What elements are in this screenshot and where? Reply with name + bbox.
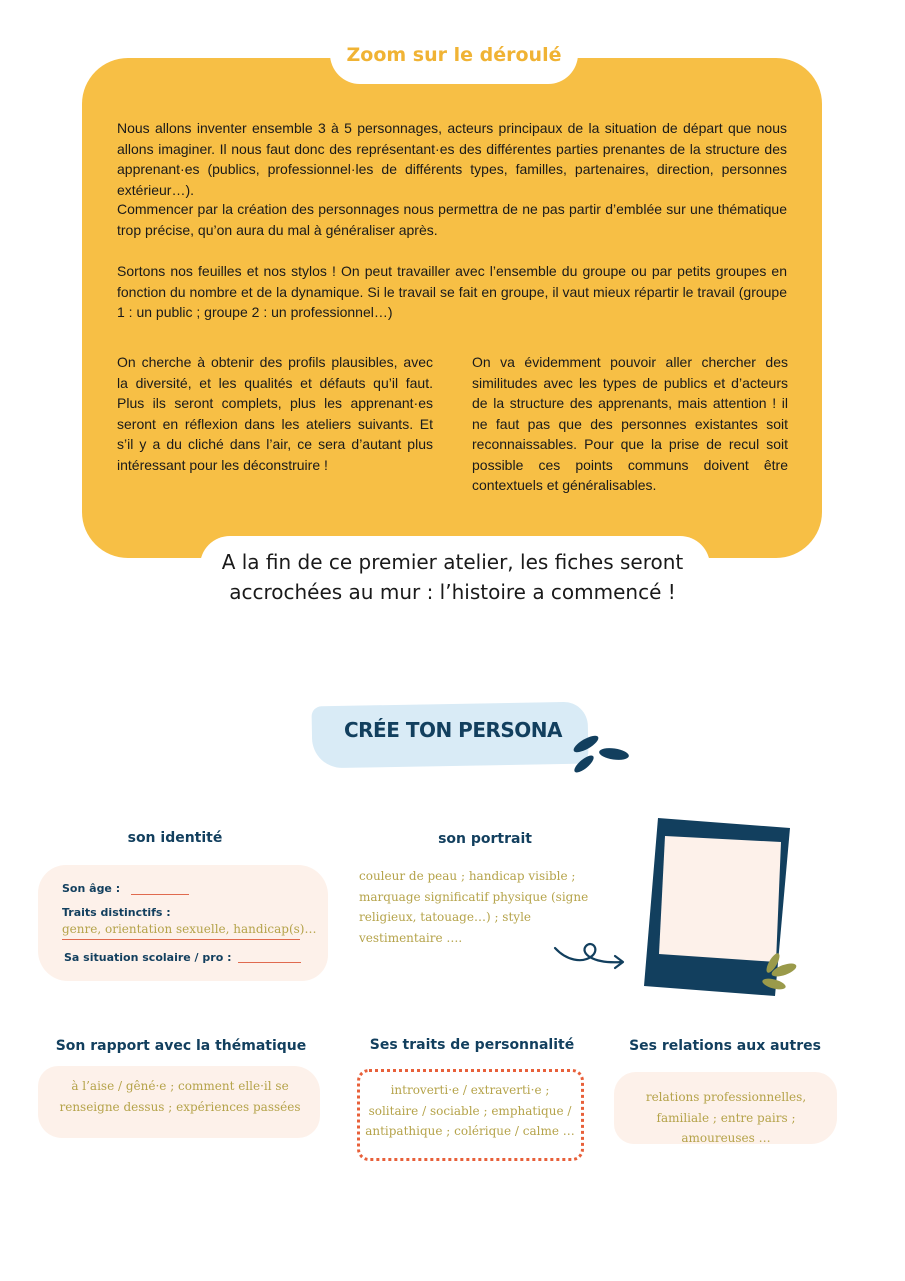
age-input-line[interactable] [131, 894, 189, 895]
portrait-heading: son portrait [438, 831, 532, 847]
deroule-title-tab [330, 30, 578, 84]
deroule-paragraph-2: Commencer par la création des personnages nous permettra de ne pas partir d’emblée sur une thématique trop précise, qu’on aura du mal à généraliser après. [117, 201, 787, 238]
traits-hint: introverti·e / extraverti·e ; solitaire / sociable ; emphatique / antipathique ; colérique / calme … [365, 1083, 575, 1138]
deroule-paragraph-1: Nous allons inventer ensemble 3 à 5 personnages, acteurs principaux de la situation de départ que nous allons imaginer. Il nous faut donc des représentant·es des différentes parties prenantes de la structure des apprenant·es (publics, professionnel·les de différents types, familles, partenaires, direction, personnes extérieur…). [117, 120, 787, 198]
identite-heading: son identité [127, 830, 223, 846]
deroule-column-left: On cherche à obtenir des profils plausibles, avec la diversité, et les qualités et défauts qu’il faut. Plus ils seront complets, plus les apprenant·es seront en réflexion dans les ateliers suivants. Et s’il y a du cliché dans l’air, ce sera d’autant plus intéressant pour les déconstruire ! [117, 354, 433, 473]
traits-distinctifs-label: Traits distinctifs : [62, 906, 171, 919]
relations-heading: Ses relations aux autres [629, 1038, 821, 1054]
situation-input-line[interactable] [238, 962, 301, 963]
traits-heading: Ses traits de personnalité [369, 1037, 575, 1053]
portrait-hint: couleur de peau ; handicap visible ; marquage significatif physique (signe religieux, tatouage…) ; style vestimentaire …. [359, 869, 589, 945]
traits-input-line[interactable] [62, 939, 300, 940]
deroule-title: Zoom sur le déroulé [346, 44, 562, 66]
curly-arrow-icon [552, 938, 628, 972]
closing-line-1: A la fin de ce premier atelier, les fiches seront [221, 550, 684, 574]
relations-hint: relations professionnelles, familiale ; entre pairs ; amoureuses … [645, 1090, 807, 1145]
portrait-frame-icon [640, 816, 812, 998]
rapport-hint: à l’aise / gêné·e ; comment elle·il se renseigne dessus ; expériences passées [59, 1079, 301, 1114]
situation-label: Sa situation scolaire / pro : [64, 951, 232, 964]
leaves-icon [570, 728, 634, 774]
closing-line-2: accrochées au mur : l’histoire a commencé ! [229, 580, 676, 604]
persona-title: CRÉE TON PERSONA [343, 718, 563, 742]
rapport-heading: Son rapport avec la thématique [55, 1038, 307, 1054]
deroule-paragraph-3: Sortons nos feuilles et nos stylos ! On peut travailler avec l’ensemble du groupe ou par petits groupes en fonction du nombre et de la dynamique. Si le travail se fait en groupe, il vaut mieux répartir le travail (groupe 1 : un public ; groupe 2 : un professionnel…) [117, 263, 787, 320]
age-label: Son âge : [62, 882, 121, 895]
closing-text [200, 547, 705, 607]
deroule-column-right: On va évidemment pouvoir aller chercher des similitudes avec les types de publics et d’acteurs de la structure des apprenants, mais attention ! il ne faut pas que des personnes existantes soit reconnaissables. Pour que la prise de recul soit possible ces points communs doivent être contextuels et généralisables. [472, 354, 788, 493]
traits-distinctifs-examples: genre, orientation sexuelle, handicap(s)… [62, 922, 317, 936]
